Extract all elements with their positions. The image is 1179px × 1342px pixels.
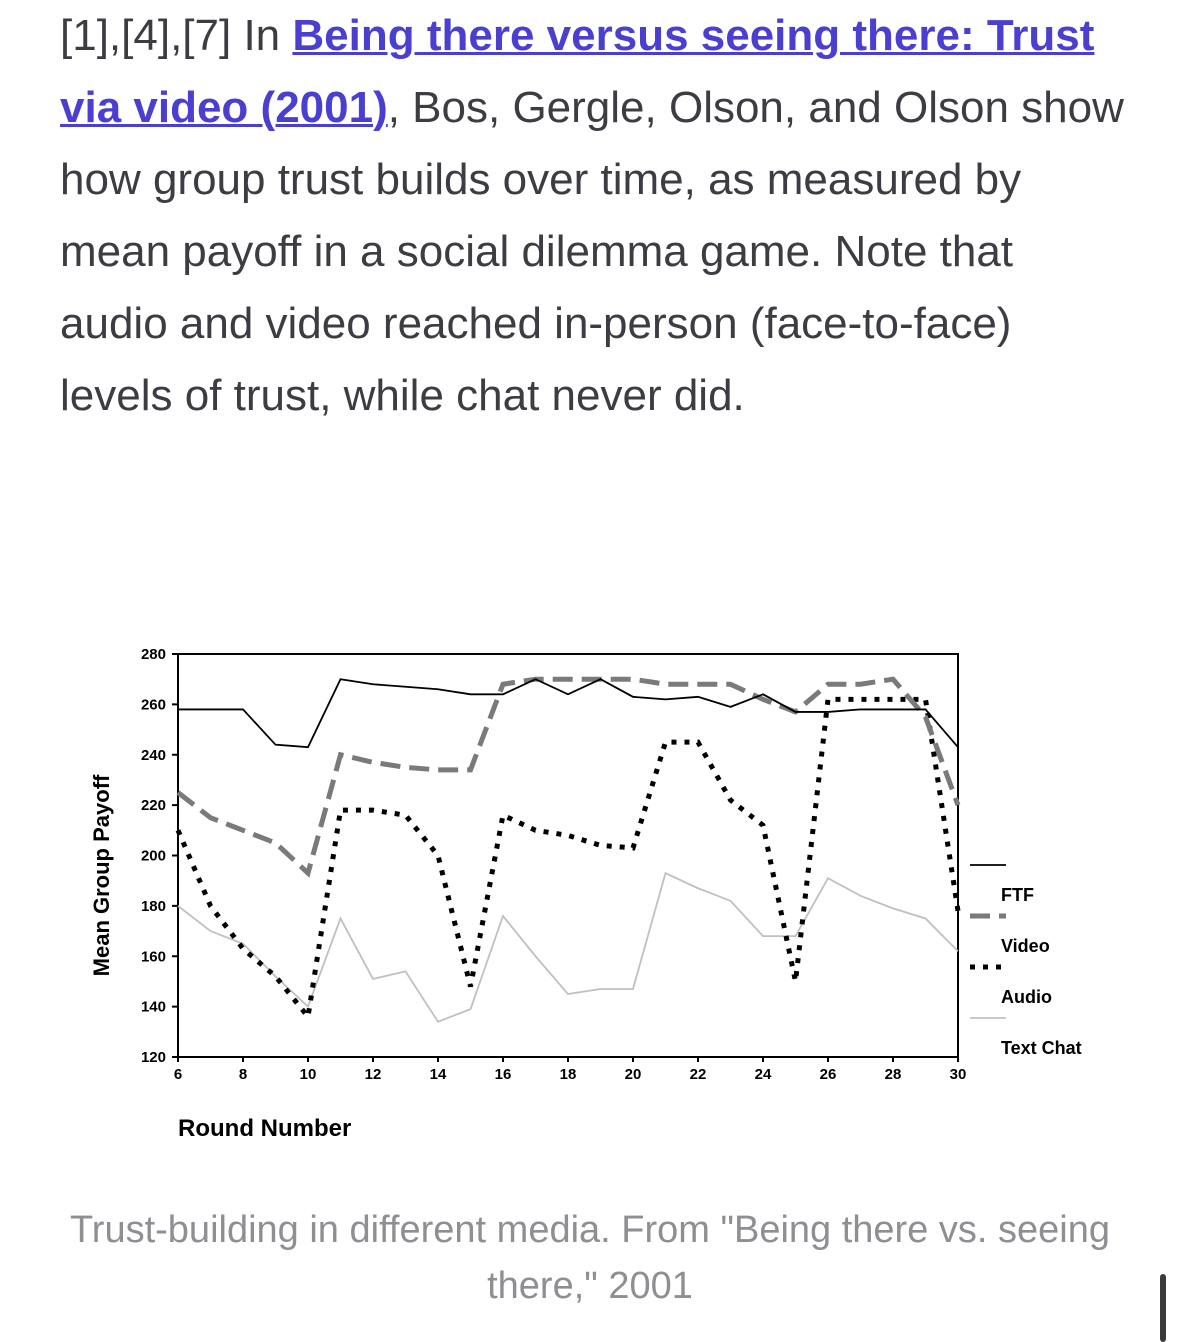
- paper-link[interactable]: Being there versus seeing there: Trust via video (2001): [60, 11, 1095, 132]
- in-word: In: [243, 11, 281, 60]
- y-tick-label: 140: [140, 998, 166, 1016]
- y-tick-label: 180: [140, 897, 166, 915]
- citation-refs[interactable]: [1],[4],[7]: [60, 11, 232, 60]
- x-tick-label: 16: [494, 1066, 512, 1083]
- scroll-indicator[interactable]: [1160, 1274, 1166, 1342]
- x-tick-label: 6: [173, 1066, 183, 1083]
- x-tick-label: 26: [819, 1066, 837, 1083]
- y-tick-label: 200: [140, 847, 166, 865]
- y-axis-label: Mean Group Payoff: [89, 774, 114, 977]
- x-tick-label: 8: [238, 1066, 248, 1083]
- legend-label-ftf: FTF: [1001, 885, 1034, 905]
- y-tick-label: 260: [140, 696, 166, 714]
- figure-caption: Trust-building in different media. From "Being there vs. seeing there," 2001: [70, 1209, 1110, 1307]
- trust-chart: [0, 620, 1179, 1180]
- series-line-ftf: [178, 679, 958, 747]
- plot-frame: [178, 654, 958, 1057]
- x-tick-label: 30: [949, 1066, 967, 1083]
- x-tick-label: 22: [689, 1066, 707, 1083]
- series-line-video: [178, 679, 958, 873]
- legend-label-video: Video: [1001, 936, 1050, 956]
- legend-label-text-chat: Text Chat: [1001, 1038, 1082, 1058]
- x-tick-label: 14: [429, 1066, 447, 1083]
- x-tick-label: 20: [624, 1066, 642, 1083]
- y-tick-label: 220: [140, 797, 166, 815]
- paragraph-body: , Bos, Gergle, Olson, and Olson show how group trust builds over time, as measured by mean payoff in a social dilemma game. Note that audio and video reached in-person (face-to-face) levels of trust, while chat never did.: [60, 83, 1124, 420]
- article-paragraph: [60, 0, 1130, 432]
- y-tick-label: 120: [140, 1049, 166, 1066]
- x-tick-label: 24: [754, 1066, 772, 1083]
- x-axis-label: Round Number: [178, 1115, 352, 1142]
- x-tick-label: 10: [299, 1066, 317, 1083]
- legend-label-audio: Audio: [1001, 987, 1052, 1007]
- chart-svg: [0, 620, 1179, 1180]
- y-tick-label: 240: [140, 746, 166, 764]
- y-tick-label: 280: [140, 646, 166, 663]
- y-tick-label: 160: [140, 948, 166, 966]
- x-tick-label: 12: [364, 1066, 382, 1083]
- x-tick-label: 18: [559, 1066, 577, 1083]
- x-tick-label: 28: [884, 1066, 902, 1083]
